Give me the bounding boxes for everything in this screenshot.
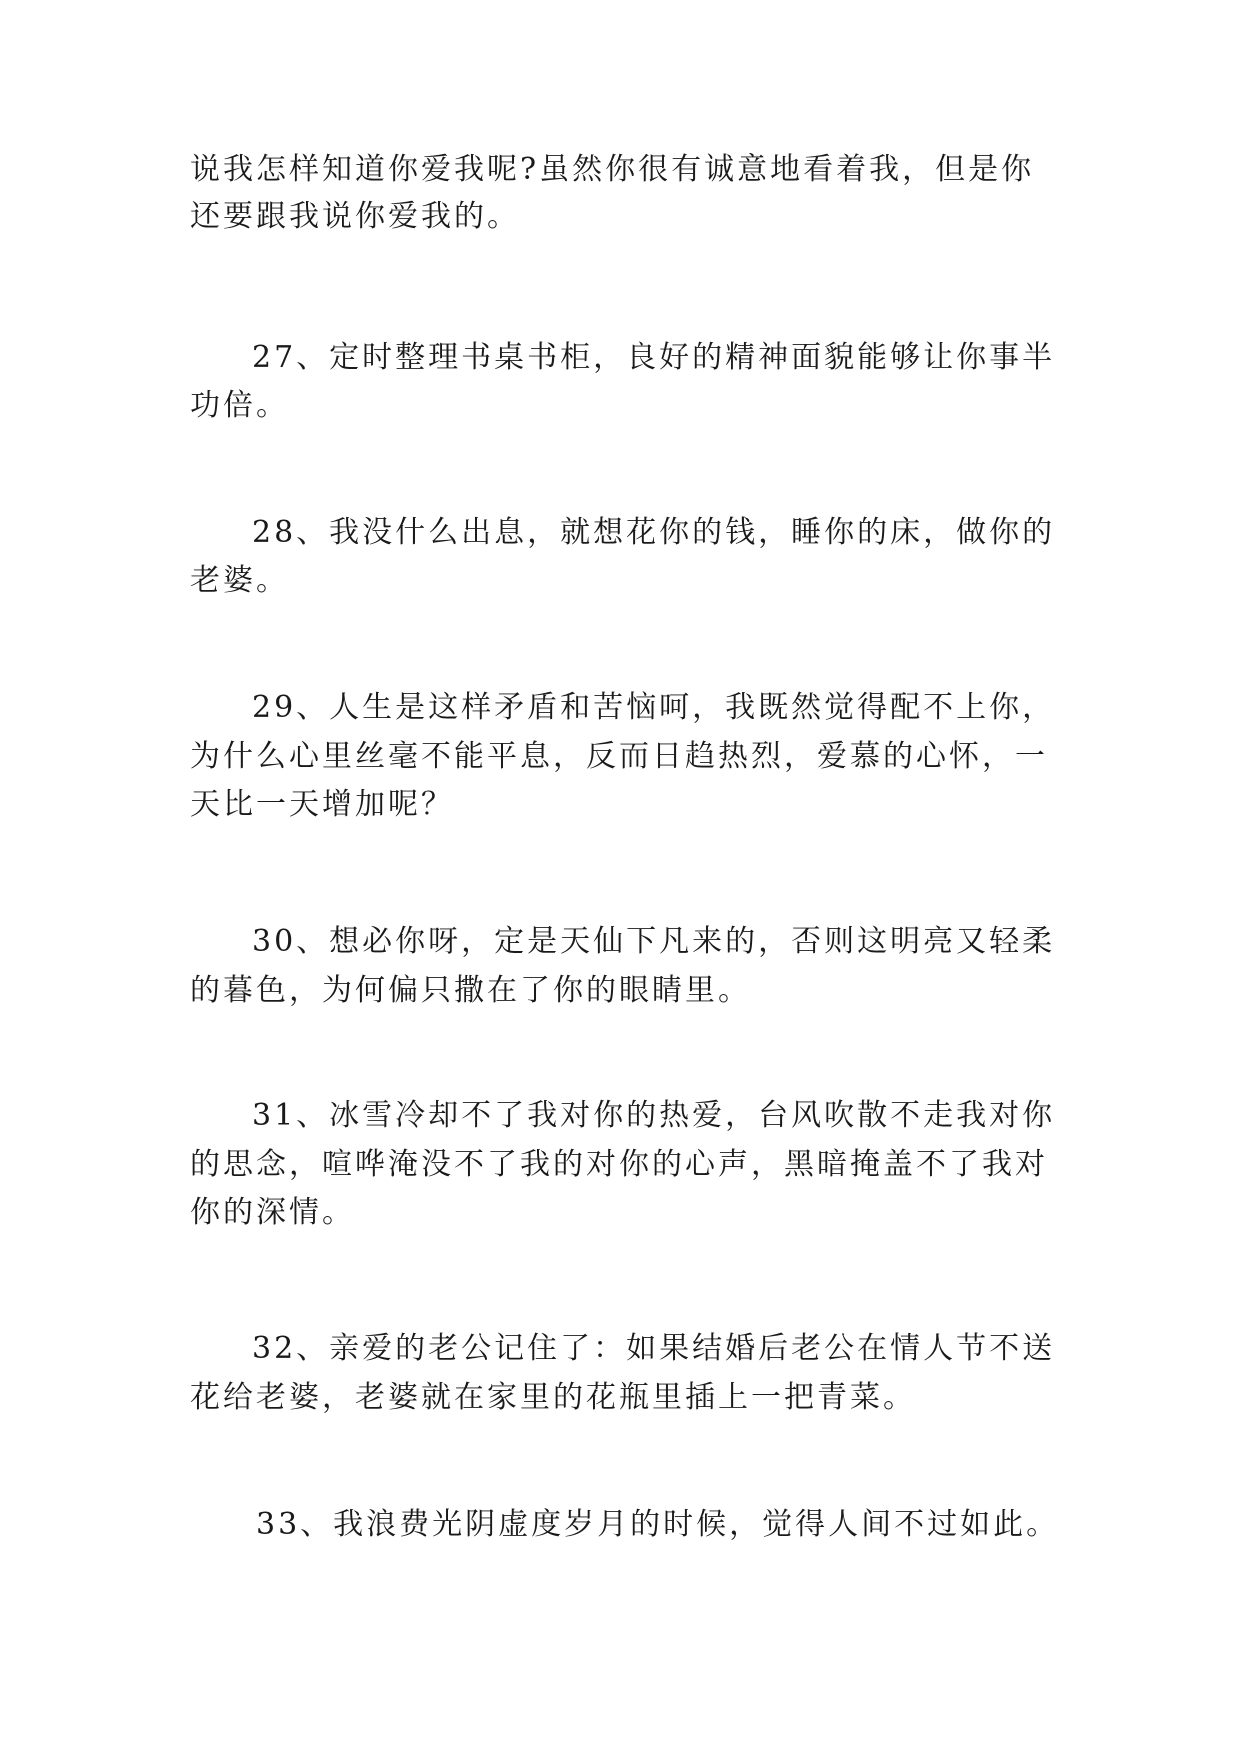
paragraph-line: 30、想必你呀，定是天仙下凡来的，否则这明亮又轻柔 xyxy=(252,924,1056,959)
paragraph-line: 29、人生是这样矛盾和苦恼呵，我既然觉得配不上你， xyxy=(252,690,1056,725)
paragraph-line: 还要跟我说你爱我的。 xyxy=(190,199,520,234)
paragraph-line: 32、亲爱的老公记住了：如果结婚后老公在情人节不送 xyxy=(252,1331,1056,1366)
paragraph-line: 的暮色，为何偏只撒在了你的眼睛里。 xyxy=(190,973,751,1008)
paragraph-line: 31、冰雪冷却不了我对你的热爱，台风吹散不走我对你 xyxy=(252,1098,1056,1133)
paragraph-line: 27、定时整理书桌书柜，良好的精神面貌能够让你事半 xyxy=(252,340,1056,375)
paragraph-line: 说我怎样知道你爱我呢?虽然你很有诚意地看着我，但是你 xyxy=(190,152,1035,187)
paragraph-line: 33、我浪费光阴虚度岁月的时候，觉得人间不过如此。 xyxy=(256,1507,1060,1542)
paragraph-line: 功倍。 xyxy=(190,388,289,423)
paragraph-line: 天比一天增加呢？ xyxy=(190,787,454,822)
paragraph-line: 28、我没什么出息，就想花你的钱，睡你的床，做你的 xyxy=(252,515,1056,550)
paragraph-line: 为什么心里丝毫不能平息，反而日趋热烈，爱慕的心怀，一 xyxy=(190,739,1048,774)
paragraph-line: 你的深情。 xyxy=(190,1195,355,1230)
paragraph-line: 花给老婆，老婆就在家里的花瓶里插上一把青菜。 xyxy=(190,1380,916,1415)
paragraph-line: 的思念，喧哗淹没不了我的对你的心声，黑暗掩盖不了我对 xyxy=(190,1147,1048,1182)
paragraph-line: 老婆。 xyxy=(190,563,289,598)
